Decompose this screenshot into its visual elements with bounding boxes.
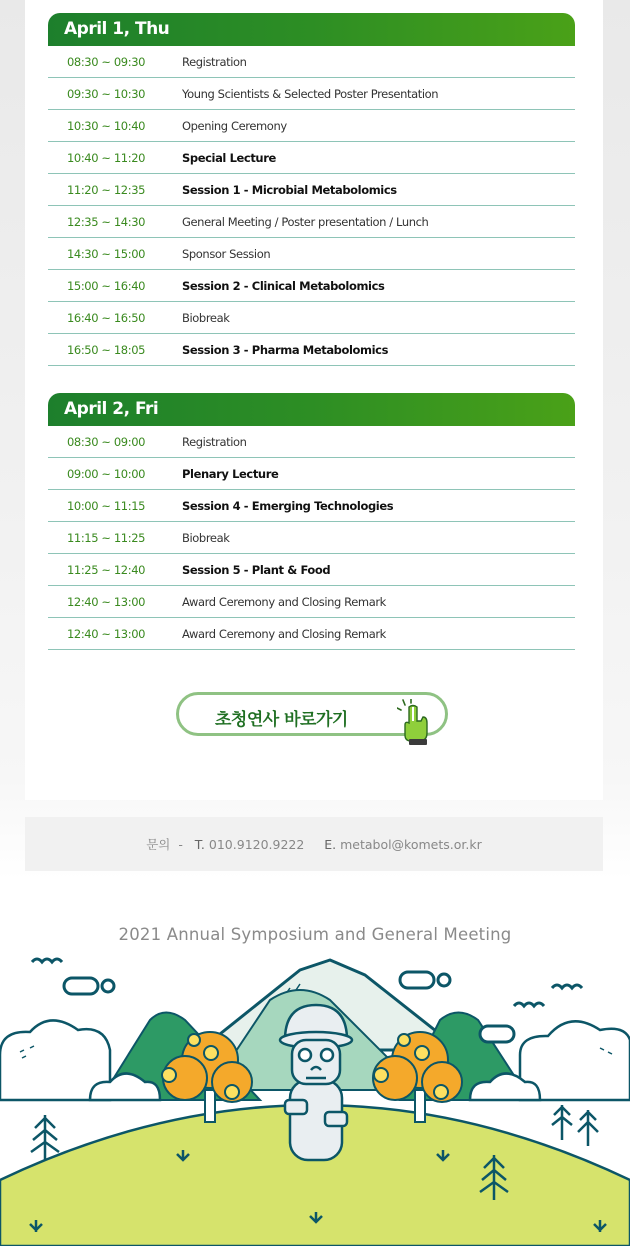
schedule-row [48, 490, 575, 522]
time-slot: 10:00 ~ 11:15 [67, 498, 146, 513]
time-slot: 12:40 ~ 13:00 [67, 594, 146, 609]
time-slot: 16:40 ~ 16:50 [67, 310, 146, 325]
schedule-row [48, 618, 575, 650]
event-title: Biobreak [182, 310, 230, 325]
day-block-1 [48, 13, 575, 366]
schedule-row [48, 270, 575, 302]
contact-label: 문의 [146, 837, 171, 852]
schedule-row [48, 458, 575, 490]
jeju-landscape-illustration [0, 940, 630, 1246]
time-slot: 11:20 ~ 12:35 [67, 182, 146, 197]
time-slot: 12:35 ~ 14:30 [67, 214, 146, 229]
day-rows [48, 46, 575, 366]
schedule-row [48, 586, 575, 618]
schedule-row [48, 46, 575, 78]
footer-title: 2021 Annual Symposium and General Meeting [118, 925, 512, 944]
time-slot: 09:00 ~ 10:00 [67, 466, 146, 481]
event-title: Registration [182, 434, 247, 449]
schedule-row [48, 206, 575, 238]
speakers-link-button[interactable] [176, 692, 448, 736]
event-title: Plenary Lecture [182, 466, 279, 481]
time-slot: 11:25 ~ 12:40 [67, 562, 146, 577]
pointer-hand-icon [397, 699, 437, 747]
time-slot: 10:30 ~ 10:40 [67, 118, 146, 133]
contact-bar [25, 817, 603, 871]
schedule-row [48, 142, 575, 174]
event-title: Session 1 - Microbial Metabolomics [182, 182, 397, 197]
schedule-row [48, 554, 575, 586]
event-title: Session 4 - Emerging Technologies [182, 498, 394, 513]
event-title: Session 5 - Plant & Food [182, 562, 331, 577]
time-slot: 12:40 ~ 13:00 [67, 626, 146, 641]
event-title: Biobreak [182, 530, 230, 545]
day-header: April 2, Fri [48, 393, 575, 426]
schedule-row [48, 174, 575, 206]
schedule-row [48, 238, 575, 270]
event-title: Registration [182, 54, 247, 69]
time-slot: 10:40 ~ 11:20 [67, 150, 146, 165]
event-title: General Meeting / Poster presentation / Lunch [182, 214, 429, 229]
event-title: Award Ceremony and Closing Remark [182, 594, 386, 609]
speakers-button-label: 초청연사 바로가기 [215, 710, 348, 730]
contact-email[interactable]: metabol@komets.or.kr [340, 837, 482, 852]
tel-key: T. [194, 837, 205, 852]
contact-phone: 010.9120.9222 [208, 837, 305, 852]
schedule-row [48, 302, 575, 334]
event-title: Session 3 - Pharma Metabolomics [182, 342, 389, 357]
day-block-2 [48, 393, 575, 650]
schedule-row [48, 522, 575, 554]
event-title: Sponsor Session [182, 246, 271, 261]
day-rows [48, 426, 575, 650]
schedule-row [48, 78, 575, 110]
time-slot: 15:00 ~ 16:40 [67, 278, 146, 293]
time-slot: 14:30 ~ 15:00 [67, 246, 146, 261]
time-slot: 11:15 ~ 11:25 [67, 530, 146, 545]
email-key: E. [324, 837, 337, 852]
contact-dash: - [178, 837, 183, 852]
event-title: Special Lecture [182, 150, 276, 165]
event-title: Opening Ceremony [182, 118, 287, 133]
schedule-row [48, 334, 575, 366]
time-slot: 16:50 ~ 18:05 [67, 342, 146, 357]
event-title: Award Ceremony and Closing Remark [182, 626, 386, 641]
time-slot: 08:30 ~ 09:30 [67, 54, 146, 69]
schedule-row [48, 110, 575, 142]
event-title: Session 2 - Clinical Metabolomics [182, 278, 385, 293]
schedule-row [48, 426, 575, 458]
time-slot: 09:30 ~ 10:30 [67, 86, 146, 101]
time-slot: 08:30 ~ 09:00 [67, 434, 146, 449]
day-header: April 1, Thu [48, 13, 575, 46]
event-title: Young Scientists & Selected Poster Presentation [182, 86, 439, 101]
